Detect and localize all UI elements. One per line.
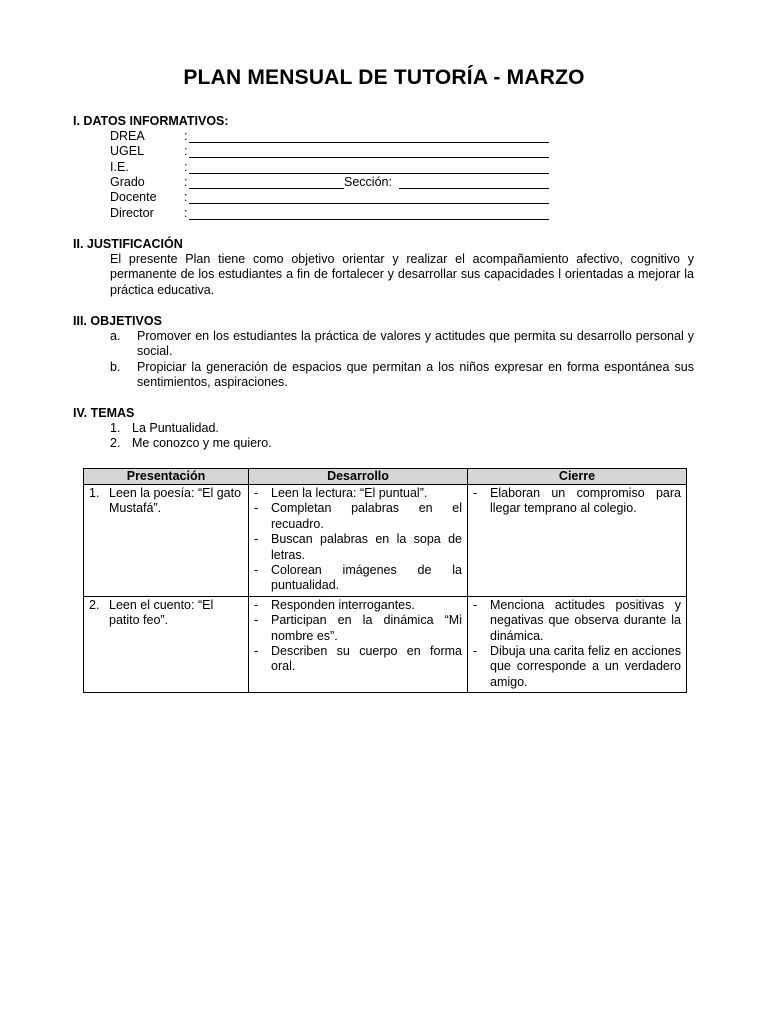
section-heading-temas: IV. TEMAS [73,406,135,420]
cell-item [89,486,243,517]
cell-desarrollo [249,596,468,692]
header-presentacion: Presentación [84,469,249,485]
field-drea [110,129,555,144]
item-marker: - [473,597,478,612]
activities-table [83,468,687,693]
field-label: Grado [110,175,145,189]
field-label: DREA [110,129,145,143]
field-director [110,206,555,221]
cell-item [473,486,681,517]
field-colon: : [184,160,188,174]
field-colon: : [184,129,188,143]
cell-presentacion [84,485,249,597]
cell-item [254,532,462,563]
field-ugel [110,144,555,159]
item-marker: - [254,563,259,578]
field-blank-line [189,142,549,143]
field-label-seccion: Sección: [344,175,392,189]
item-text: Elaboran un compromiso para llegar temprano al colegio. [490,486,681,516]
cell-item [473,644,681,690]
list-marker: a. [110,329,121,343]
item-marker: - [254,486,259,500]
field-blank-line [189,157,549,158]
cell-item [254,613,462,644]
item-marker: - [473,644,478,659]
field-colon: : [184,175,188,189]
field-colon: : [184,190,188,204]
item-marker: - [473,486,478,500]
item-text: Participan en la dinámica “Mi nombre es”. [271,613,462,643]
list-marker: 1. [110,421,121,435]
justificacion-paragraph: El presente Plan tiene como objetivo orientar y realizar el acompañamiento afectivo, cognitivo y permanente de los estudiantes a fin de fortalecer y desarrollar sus capacidades l orientadas a mejorar la práctica educativa. [110,252,694,297]
cell-cierre [468,485,687,597]
item-text: Describen su cuerpo en forma oral. [271,644,462,674]
cell-presentacion [84,596,249,692]
cell-item [254,644,462,675]
list-marker: b. [110,360,121,374]
field-label: Director [110,206,154,220]
field-blank-line [399,188,549,189]
item-text: Leen el cuento: “El patito feo”. [109,597,214,628]
section-heading-justificacion: II. JUSTIFICACIÓN [73,237,183,251]
item-marker: 2. [89,597,100,612]
objetivo-text: Propiciar la generación de espacios que permitan a los niños expresar en forma espontánea sus sentimientos, aspiraciones. [137,360,694,390]
item-text: Dibuja una carita feliz en acciones que corresponde a un verdadero amigo. [490,644,681,689]
item-marker: - [254,501,259,516]
cell-desarrollo [249,485,468,597]
item-marker: - [254,613,259,628]
cell-cierre [468,596,687,692]
table-row [84,596,687,692]
field-label: UGEL [110,144,145,158]
item-text: Completan palabras en el recuadro. [271,501,462,531]
header-desarrollo: Desarrollo [249,469,468,485]
item-text: Menciona actitudes positivas y negativas que observa durante la dinámica. [490,597,681,643]
cell-item [254,563,462,594]
item-text: Leen la poesía: “El gato Mustafá”. [109,486,242,516]
field-docente [110,190,555,205]
list-marker: 2. [110,436,121,450]
item-marker: - [254,644,259,659]
tema-text: Me conozco y me quiero. [132,436,272,450]
field-blank-line [189,188,344,189]
cell-item [254,501,462,532]
field-label: Docente [110,190,157,204]
field-blank-line [189,203,549,204]
field-grado [110,175,555,190]
header-cierre: Cierre [468,469,687,485]
item-text: Responden interrogantes. [271,597,415,612]
field-colon: : [184,206,188,220]
field-colon: : [184,144,188,158]
item-marker: 1. [89,486,100,500]
field-blank-line [189,173,549,174]
item-text: Buscan palabras en la sopa de letras. [271,532,462,562]
field-ie [110,160,555,175]
item-marker: - [254,597,259,612]
cell-item [254,598,462,613]
field-blank-line [189,219,549,220]
item-text: Colorean imágenes de la puntualidad. [271,563,462,593]
cell-item [473,598,681,644]
table-header-row [84,469,687,485]
field-label: I.E. [110,160,129,174]
page-title: PLAN MENSUAL DE TUTORÍA - MARZO [183,66,585,89]
section-heading-datos: I. DATOS INFORMATIVOS: [73,114,229,128]
cell-item [254,486,462,501]
cell-item [89,598,243,629]
tema-text: La Puntualidad. [132,421,219,435]
objetivo-text: Promover en los estudiantes la práctica de valores y actitudes que permita su desarrollo personal y social. [137,329,694,359]
item-marker: - [254,532,259,547]
table-row [84,485,687,597]
section-heading-objetivos: III. OBJETIVOS [73,314,162,328]
item-text: Leen la lectura: “El puntual”. [271,486,428,500]
